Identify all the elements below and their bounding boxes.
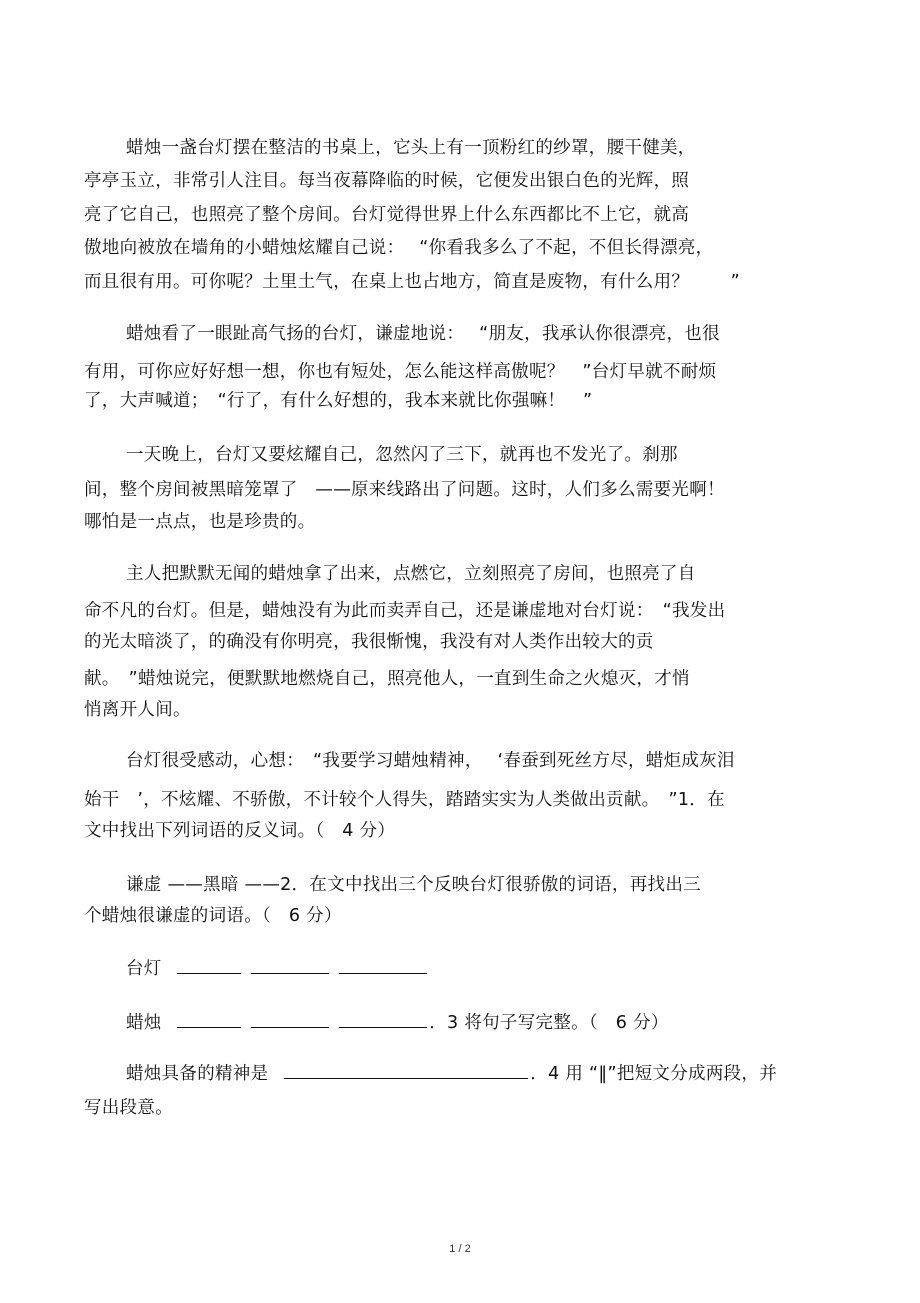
question-taideng-label: 台灯 [126, 959, 162, 979]
question-4-prompt: ．4 用 “‖”把短文分成两段，并 [530, 1064, 778, 1084]
answer-blank-lazhu-1[interactable] [177, 1009, 241, 1028]
question-lazhu-row [126, 1009, 669, 1034]
paragraph-5-line-1: 台灯很受感动，心想： “我要学习蜡烛精神， ‘春蚕到死丝方尽，蜡炬成灰泪 [126, 751, 735, 771]
question-3-prompt: ．3 将句子写完整。（ 6 分） [429, 1013, 669, 1033]
paragraph-2-line-2: 有用，可你应好好想一想，你也有短处，怎么能这样高傲呢？ ”台灯早就不耐烦 [84, 362, 717, 382]
question-lazhu-label: 蜡烛 [126, 1013, 162, 1033]
page-number: 1 / 2 [449, 1243, 471, 1255]
paragraph-1-line-2: 亭亭玉立，非常引人注目。每当夜幕降临的时候，它便发出银白色的光辉，照 [84, 171, 690, 191]
paragraph-4-line-4: 献。 ”蜡烛说完，便默默地燃烧自己，照亮他人，一直到生命之火熄灭，才悄 [84, 669, 690, 689]
paragraph-2-line-3: 了，大声喊道； “行了，有什么好想的，我本来就比你强嘛！ ” [84, 391, 593, 411]
paragraph-3-line-3: 哪怕是一点点，也是珍贵的。 [84, 512, 316, 532]
paragraph-1-line-1: 蜡烛一盏台灯摆在整洁的书桌上，它头上有一顶粉红的纱罩，腰干健美， [126, 138, 696, 158]
paragraph-4-line-2: 命不凡的台灯。但是，蜡烛没有为此而卖弄自己，还是谦虚地对台灯说： “我发出 [84, 601, 726, 621]
paragraph-6-line-2: 个蜡烛很谦虚的词语。（ 6 分） [84, 906, 342, 926]
question-taideng-row [126, 955, 429, 980]
answer-blank-spirit[interactable] [284, 1060, 528, 1079]
paragraph-4-line-1: 主人把默默无闻的蜡烛拿了出来，点燃它，立刻照亮了房间，也照亮了自 [126, 564, 696, 584]
paragraph-1-line-4: 傲地向被放在墙角的小蜡烛炫耀自己说： “你看我多么了不起，不但长得漂亮， [84, 238, 714, 258]
question-spirit-row [126, 1060, 777, 1085]
paragraph-4-line-3: 的光太暗淡了，的确没有你明亮，我很惭愧，我没有对人类作出较大的贡 [84, 632, 654, 652]
question-spirit-label: 蜡烛具备的精神是 [126, 1064, 269, 1084]
paragraph-4-line-5: 悄离开人间。 [84, 700, 191, 720]
paragraph-6-line-1: 谦虚 ——黑暗 ——2．在文中找出三个反映台灯很骄傲的词语，再找出三 [126, 875, 701, 895]
answer-blank-taideng-2[interactable] [251, 955, 329, 974]
answer-blank-lazhu-2[interactable] [251, 1009, 329, 1028]
paragraph-2-line-1: 蜡烛看了一眼趾高气扬的台灯，谦虚地说： “朋友，我承认你很漂亮，也很 [126, 324, 720, 344]
answer-blank-taideng-3[interactable] [339, 955, 427, 974]
paragraph-5-line-3: 文中找出下列词语的反义词。（ 4 分） [84, 821, 396, 841]
answer-blank-lazhu-3[interactable] [339, 1009, 427, 1028]
paragraph-3-line-2: 间，整个房间被黑暗笼罩了 ——原来线路出了问题。这时，人们多么需要光啊！ [84, 480, 725, 500]
paragraph-5-line-2: 始干 ’，不炫耀、不骄傲，不计较个人得失，踏踏实实为人类做出贡献。 ”1．在 [84, 790, 725, 810]
paragraph-3-line-1: 一天晚上，台灯又要炫耀自己，忽然闪了三下，就再也不发光了。刹那 [126, 445, 678, 465]
paragraph-1-line-3: 亮了它自己，也照亮了整个房间。台灯觉得世界上什么东西都比不上它，就高 [84, 205, 690, 225]
paragraph-1-line-5: 而且很有用。可你呢？土里土气，在桌上也占地方，简直是废物，有什么用？ ” [84, 272, 741, 292]
answer-blank-taideng-1[interactable] [177, 955, 241, 974]
question-4-prompt-line-2: 写出段意。 [84, 1098, 173, 1118]
